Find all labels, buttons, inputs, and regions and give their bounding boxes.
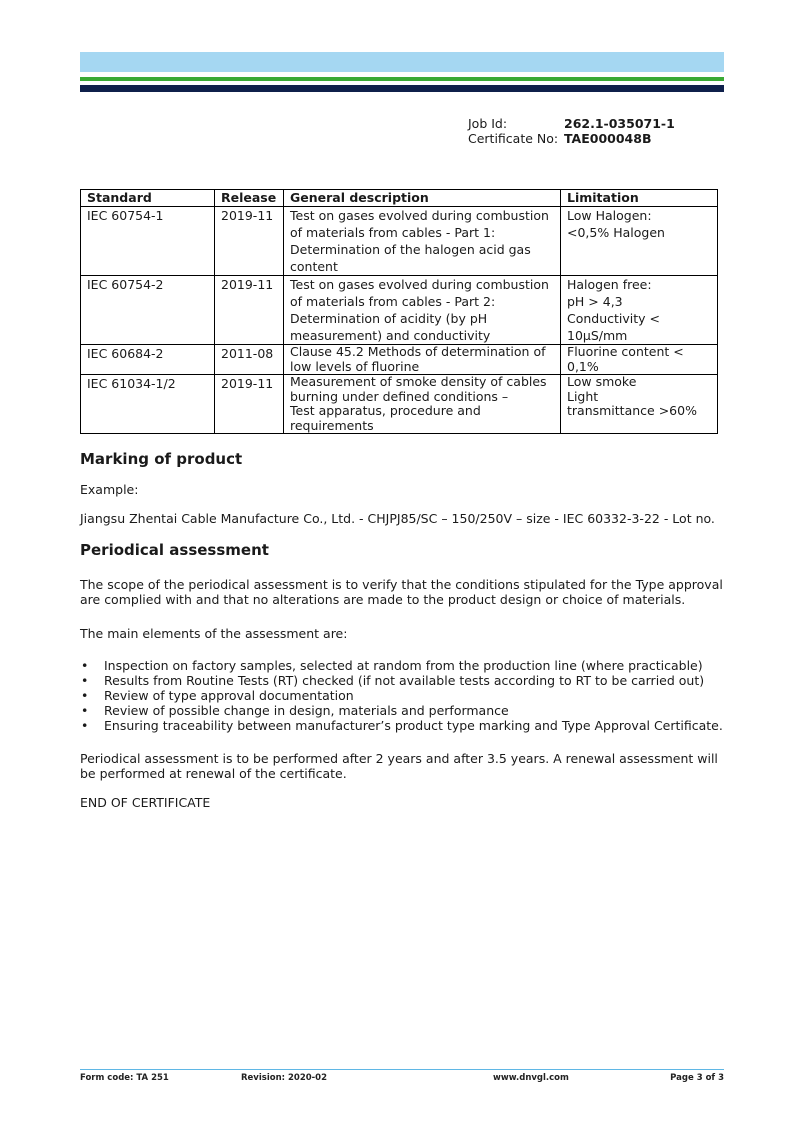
- example-label: Example:: [80, 482, 139, 497]
- description-line: Measurement of smoke density of cables: [290, 374, 547, 389]
- bullet-icon: •: [81, 688, 89, 703]
- assessment-elements-list: [80, 658, 723, 733]
- cell-limitation: [561, 345, 718, 375]
- list-item-text: Review of possible change in design, materials and performance: [104, 703, 509, 718]
- limitation-line: Halogen free:: [567, 277, 652, 292]
- cell-description: [284, 276, 561, 345]
- limitation-line: 0,1%: [567, 358, 599, 374]
- list-item-text: Ensuring traceability between manufacturer’s product type marking and Type Approval Certificate.: [104, 718, 723, 733]
- header-band-navy: [80, 85, 724, 92]
- bullet-icon: •: [81, 658, 89, 673]
- description-line: burning under defined conditions –: [290, 388, 509, 404]
- list-item: [80, 688, 723, 703]
- description-line: of materials from cables - Part 2:: [290, 294, 496, 309]
- standards-table: [80, 189, 718, 434]
- limitation-line: Low Halogen:: [567, 208, 652, 223]
- list-item: [80, 718, 723, 733]
- periodical-heading: Periodical assessment: [80, 541, 269, 559]
- header-band-light: [80, 52, 724, 72]
- list-item-text: Review of type approval documentation: [104, 688, 354, 703]
- certificate-ids: [468, 116, 675, 146]
- table-row: [81, 345, 718, 375]
- header-band-green: [80, 77, 724, 81]
- cell-standard: IEC 60684-2: [81, 345, 215, 375]
- description-line: Clause 45.2 Methods of determination of: [290, 344, 546, 359]
- limitation-line: Light: [567, 388, 599, 404]
- cell-release: 2019-11: [215, 276, 284, 345]
- limitation-line: Conductivity <: [567, 311, 661, 326]
- cell-standard: IEC 61034-1/2: [81, 375, 215, 434]
- footer-divider: [80, 1069, 724, 1070]
- limitation-line: <0,5% Halogen: [567, 225, 665, 240]
- footer-page-number: Page 3 of 3: [670, 1073, 724, 1083]
- column-header-description: General description: [284, 190, 561, 207]
- cell-standard: IEC 60754-2: [81, 276, 215, 345]
- cell-release: 2019-11: [215, 207, 284, 276]
- footer-revision: Revision: 2020-02: [241, 1073, 328, 1083]
- bullet-icon: •: [81, 718, 89, 733]
- table-header-row: [81, 190, 718, 207]
- limitation-line: 10µS/mm: [567, 328, 628, 343]
- elements-intro: The main elements of the assessment are:: [80, 626, 348, 641]
- cell-release: 2019-11: [215, 375, 284, 434]
- list-item-text: Inspection on factory samples, selected at random from the production line (where practicable): [104, 658, 703, 673]
- description-line: Test on gases evolved during combustion: [290, 208, 549, 223]
- cell-limitation: [561, 375, 718, 434]
- list-item: [80, 703, 723, 718]
- marking-heading: Marking of product: [80, 450, 243, 468]
- description-line: of materials from cables - Part 1:: [290, 225, 496, 240]
- table-row: [81, 207, 718, 276]
- limitation-line: Fluorine content <: [567, 344, 684, 359]
- cell-limitation: [561, 207, 718, 276]
- marking-example-text: Jiangsu Zhentai Cable Manufacture Co., Ltd. - CHJPJ85/SC – 150/250V – size - IEC 60332-3-22 - Lot no.: [80, 511, 715, 526]
- job-id-label: Job Id:: [468, 116, 508, 131]
- cell-description: [284, 345, 561, 375]
- column-header-standard: Standard: [81, 190, 215, 207]
- description-line: content: [290, 259, 338, 274]
- column-header-limitation: Limitation: [561, 190, 718, 207]
- list-item: [80, 658, 723, 673]
- bullet-icon: •: [81, 703, 89, 718]
- limitation-line: pH > 4,3: [567, 294, 623, 309]
- table-row: [81, 375, 718, 434]
- description-line: Test on gases evolved during combustion: [290, 277, 549, 292]
- job-id-value: 262.1-035071-1: [564, 116, 675, 131]
- footer-form-code: Form code: TA 251: [80, 1073, 169, 1083]
- description-line: measurement) and conductivity: [290, 328, 491, 343]
- cell-description: [284, 207, 561, 276]
- description-line: Test apparatus, procedure and: [290, 403, 481, 418]
- end-of-certificate: END OF CERTIFICATE: [80, 795, 211, 810]
- description-line: Determination of the halogen acid gas: [290, 242, 531, 257]
- certificate-no-value: TAE000048B: [564, 131, 652, 146]
- footer-website: www.dnvgl.com: [493, 1073, 569, 1083]
- description-line: requirements: [290, 417, 374, 433]
- column-header-release: Release: [215, 190, 284, 207]
- description-line: Determination of acidity (by pH: [290, 311, 488, 326]
- cell-limitation: [561, 276, 718, 345]
- list-item-text: Results from Routine Tests (RT) checked (if not available tests according to RT to be carried out): [104, 673, 705, 688]
- cell-release: 2011-08: [215, 345, 284, 375]
- periodical-schedule-text: Periodical assessment is to be performed after 2 years and after 3.5 years. A renewal assessment will be performed at renewal of the certificate.: [80, 751, 718, 781]
- limitation-line: Low smoke: [567, 374, 637, 389]
- limitation-line: transmittance >60%: [567, 403, 697, 418]
- periodical-scope-text: The scope of the periodical assessment is to verify that the conditions stipulated for the Type approval are complied with and that no alterations are made to the product design or choice of materials.: [80, 577, 723, 607]
- cell-description: [284, 375, 561, 434]
- description-line: low levels of fluorine: [290, 358, 420, 374]
- list-item: [80, 673, 723, 688]
- cell-standard: IEC 60754-1: [81, 207, 215, 276]
- bullet-icon: •: [81, 673, 89, 688]
- table-row: [81, 276, 718, 345]
- certificate-no-label: Certificate No:: [468, 131, 559, 146]
